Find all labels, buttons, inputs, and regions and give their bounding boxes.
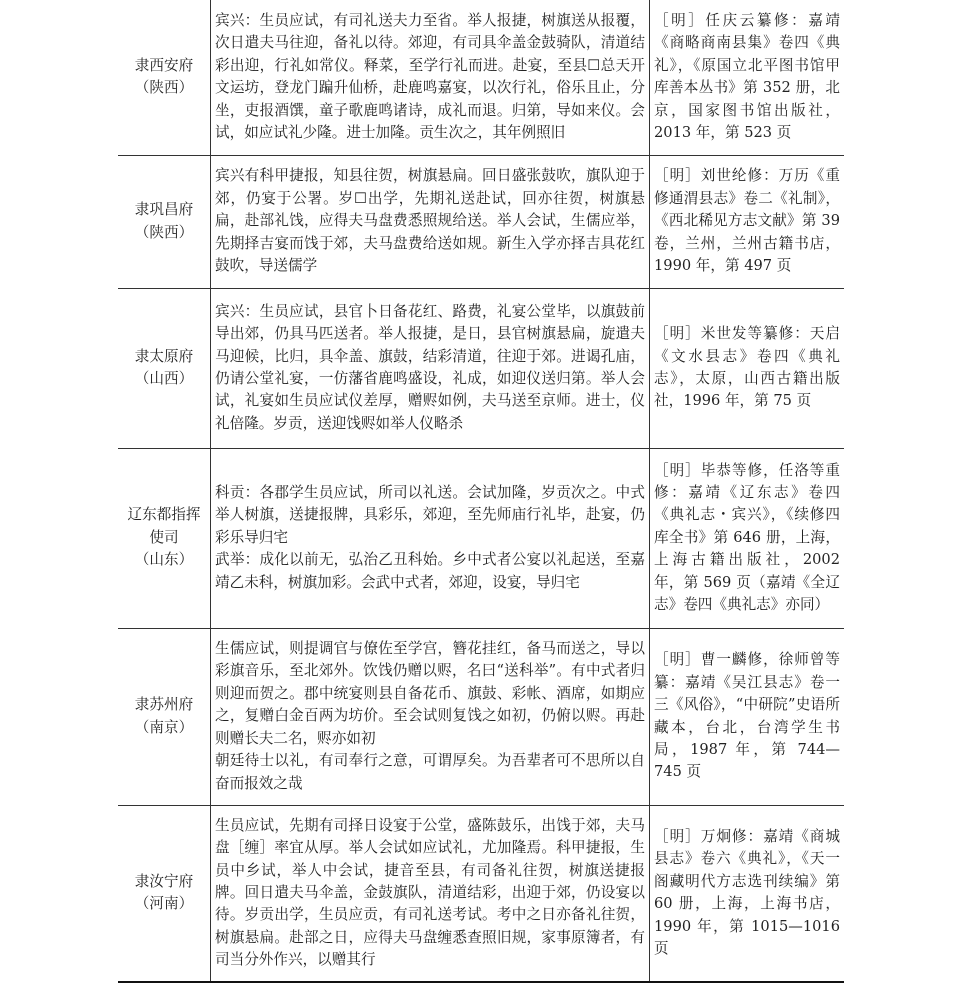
- source-cell: ［明］刘世纶修：万历《重修通渭县志》卷二《礼制》，《西北稀见方志文献》第 39 卷，兰州，兰州古籍书店，1990 年，第 497 页: [650, 155, 845, 288]
- content-paragraph: 生儒应试，则提调官与僚佐至学宫，簪花挂红，备马而送之，导以彩旗音乐，至北郊外。饮饯仍赠以赆，名曰“送科举”。有中式者归则迎而贺之。郡中统宴则县自备花币、旗鼓、彩帐、酒席，如期应之，复赠白金百两为坊价。至会试则复饯之如初，仍俯以赆。再赴则赠长夫二名，赆亦如初: [215, 640, 645, 747]
- region-province: （陕西）: [134, 79, 194, 97]
- region-name: 辽东都指挥使司: [127, 506, 201, 546]
- content-cell: [211, 288, 650, 448]
- source-cell: ［明］任庆云纂修：嘉靖《商略商南县集》卷四《典礼》，《原国立北平图书馆甲库善本丛书》第 352 册，北京，国家图书馆出版社，2013 年，第 523 页: [650, 0, 845, 155]
- region-cell: [118, 448, 211, 628]
- region-name: 隶巩昌府: [134, 201, 194, 219]
- content-cell: [211, 805, 650, 982]
- region-cell: [118, 805, 211, 982]
- region-cell: [118, 0, 211, 155]
- table-row: [118, 0, 844, 155]
- region-name: 隶汝宁府: [134, 872, 194, 890]
- source-cell: ［明］曹一麟修，徐师曾等纂：嘉靖《吴江县志》卷一三《风俗》，“中研院”史语所藏本，台北，台湾学生书局，1987 年，第 744—745 页: [650, 628, 845, 805]
- content-paragraph: 宾兴：生员应试，县官卜日备花红、路费，礼宴公堂毕，以旗鼓前导出郊，仍具马匹送者。举人报捷，是日，县官树旗悬扁，旋遣夫马迎候，比归，具伞盖、旗鼓，结彩清道，往迎于郊。进谒孔庙，仍请公堂礼宴，一仿藩省鹿鸣盛设，礼成，如迎仪送归第。举人会试，礼宴如生员应试仪差厚，赠赆如例，夫马送至京师。进士，仪礼倍隆。岁贡，送迎饯赆如举人仪略杀: [215, 302, 645, 432]
- content-paragraph: 宾兴有科甲捷报，知县往贺，树旗悬扁。回日盛张鼓吹，旗队迎于郊，仍宴于公署。岁☐出学，先期礼送赴试，回亦往贺，树旗悬扁，赴部礼饯，应得夫马盘费悉照规给送。举人会试，生儒应举，先期择吉宴而饯于郊，夫马盘费给送如规。新生入学亦择吉具花红鼓吹，导送儒学: [215, 167, 645, 275]
- content-cell: [211, 0, 650, 155]
- content-paragraph: 科贡：各郡学生员应试，所司以礼送。会试加隆，岁贡次之。中式举人树旗，送捷报牌，具彩乐，郊迎，至先师庙行礼毕，赴宴，仍彩乐导归宅: [215, 483, 645, 546]
- table-row: [118, 288, 844, 448]
- region-name: 隶太原府: [134, 347, 194, 365]
- table-row: [118, 155, 844, 288]
- region-province: （陕西）: [134, 223, 194, 241]
- region-cell: [118, 288, 211, 448]
- content-paragraph: 朝廷待士以礼，有司奉行之意，可谓厚矣。为吾辈者可不思所以自奋而报效之哉: [215, 752, 645, 792]
- region-province: （山西）: [134, 370, 194, 387]
- source-cell: ［明］万炯修：嘉靖《商城县志》卷六《典礼》，《天一阁藏明代方志选刊续编》第 60 册，上海，上海书店，1990 年，第 1015—1016 页: [650, 805, 845, 982]
- content-cell: [211, 448, 650, 628]
- region-name: 隶西安府: [134, 56, 194, 74]
- table-row: [118, 805, 844, 982]
- gazetteer-table: [118, 0, 844, 983]
- content-paragraph: 生员应试，先期有司择日设宴于公堂，盛陈鼓乐，出饯于郊，夫马盘［缠］率宜从厚。举人会试如应试礼，尤加隆焉。科甲捷报，生员中乡试，举人中会试，捷音至县，有司备礼往贺，树旗送捷报牌。回日遣夫马伞盖，金鼓旗队，清道结彩，出迎于郊，仍设宴以待。岁贡出学，生员应贡，有司礼送考试。考中之日亦备礼往贺，树旗悬扁。赴部之日，应得夫马盘缠悉查照旧规，家事原簿者，有司当分外作兴，以赠其行: [215, 816, 645, 969]
- region-province: （南京）: [134, 718, 194, 736]
- source-cell: ［明］米世发等纂修：天启《文水县志》卷四《典礼志》，太原，山西古籍出版社，1996 年，第 75 页: [650, 288, 845, 448]
- table-row: [118, 448, 844, 628]
- content-paragraph: 武举：成化以前无，弘治乙丑科始。乡中式者公宴以礼起送，至嘉靖乙未科，树旗加彩。会武中式者，郊迎，设宴，导归宅: [215, 551, 645, 591]
- region-province: （河南）: [134, 895, 194, 913]
- content-paragraph: 宾兴：生员应试，有司礼送夫力至省。举人报捷，树旗送从报覆，次日遣夫马往迎，备礼以待。郊迎，有司具伞盖金鼓骑队，清道结彩出迎，行礼如常仪。释菜，至学行礼而进。赴宴，至县☐总天开文运坊，登龙门蹁升仙桥，赴鹿鸣嘉宴，以次行礼，俗乐且止，分坐，吏报酒馔，童子歌鹿鸣诸诗，成礼而退。归第，导如来仪。会试，如应试礼少隆。进士加隆。贡生次之，其年例照旧: [215, 12, 645, 142]
- region-cell: [118, 155, 211, 288]
- content-cell: [211, 155, 650, 288]
- region-province: （山东）: [134, 551, 194, 569]
- region-cell: [118, 628, 211, 805]
- content-cell: [211, 628, 650, 805]
- source-cell: ［明］毕恭等修，任洛等重修：嘉靖《辽东志》卷四《典礼志・宾兴》，《续修四库全书》第 646 册，上海，上海古籍出版社，2002 年，第 569 页（嘉靖《全辽志》卷四《典礼志》亦同）: [650, 448, 845, 628]
- table-row: [118, 628, 844, 805]
- region-name: 隶苏州府: [134, 696, 194, 714]
